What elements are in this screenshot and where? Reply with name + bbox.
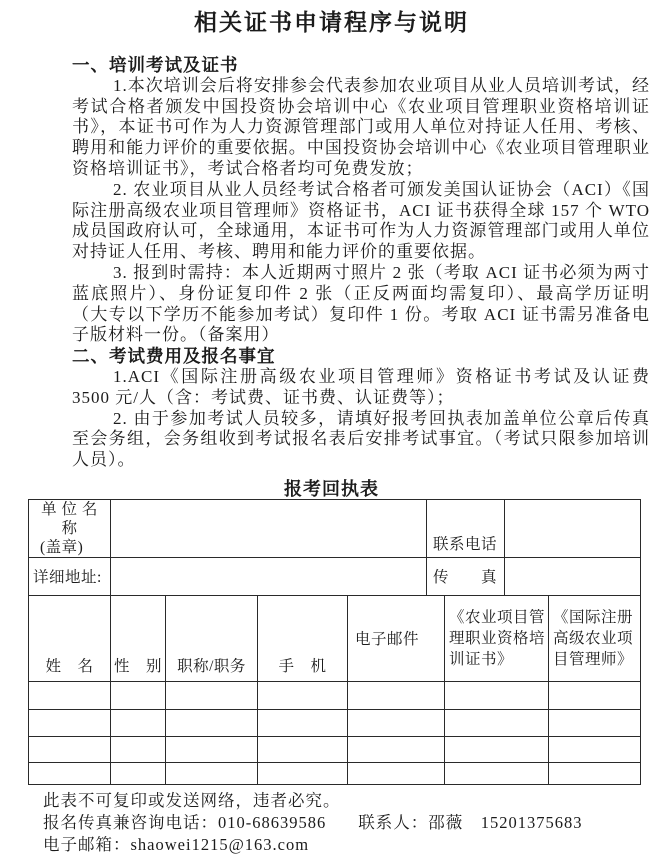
empty-cell [445, 762, 549, 784]
empty-cell [348, 736, 445, 762]
empty-cell [111, 762, 166, 784]
document-body [72, 55, 650, 471]
paragraph-training-2: 2. 农业项目从业人员经考试合格者可颁发美国认证协会（ACI）《国际注册高级农业项目管理师》资格证书，ACI 证书获得全球 157 个 WTO 成员国政府认可，全球通用，本证书可作为人力资源管理部门或用人单位对持证人任用、考核、聘用和能力评价的重要依据。 [72, 179, 650, 262]
contact-phone-value [505, 499, 641, 557]
footer-fax-phone: 报名传真兼咨询电话：010-68639586 [43, 812, 327, 832]
empty-cell [348, 709, 445, 736]
unit-seal-label: (盖章) [40, 538, 84, 556]
empty-cell [111, 736, 166, 762]
page-title: 相关证书申请程序与说明 [194, 10, 469, 35]
paragraph-fee-2: 2. 由于参加考试人员较多，请填好报考回执表加盖单位公章后传真至会务组，会务组收到考试报名表后安排考试事宜。（考试只限参加培训人员）。 [72, 408, 650, 470]
empty-cell [549, 762, 641, 784]
address-value [111, 557, 427, 595]
empty-cell [166, 681, 258, 709]
contact-phone-label: 联系电话 [427, 499, 505, 557]
column-header-intl-cert: 《国际注册高级农业项目管理师》 [549, 595, 641, 681]
column-header-mobile: 手 机 [258, 595, 348, 681]
empty-cell [29, 762, 111, 784]
form-empty-row [29, 681, 641, 709]
empty-cell [258, 762, 348, 784]
column-header-name: 姓 名 [29, 595, 111, 681]
form-row-unit [29, 499, 641, 557]
unit-name-label [29, 499, 111, 557]
footer-note: 此表不可复印或发送网络，违者必究。 [43, 790, 341, 810]
empty-cell [348, 681, 445, 709]
empty-cell [445, 736, 549, 762]
form-empty-row [29, 736, 641, 762]
empty-cell [445, 681, 549, 709]
section-heading-1: 一、培训考试及证书 [72, 55, 239, 75]
empty-cell [166, 762, 258, 784]
document-footer [43, 790, 663, 856]
empty-cell [258, 709, 348, 736]
registration-form-main-table [28, 595, 641, 785]
empty-cell [29, 736, 111, 762]
paragraph-fee-1: 1.ACI《国际注册高级农业项目管理师》资格证书考试及认证费 3500 元/人（含：考试费、证书费、认证费等）； [72, 366, 650, 407]
footer-contact-line [43, 812, 663, 834]
empty-cell [549, 681, 641, 709]
paragraph-training-3: 3. 报到时需持：本人近期两寸照片 2 张（考取 ACI 证书必须为两寸蓝底照片）、身份证复印件 2 张（正反两面均需复印）、最高学历证明（大专以下学历不能参加考试）复印件 1 份。考取 ACI 证书需另准备电子版材料一份。（备案用） [72, 262, 650, 345]
empty-cell [166, 709, 258, 736]
empty-cell [166, 736, 258, 762]
form-row-address [29, 557, 641, 595]
empty-cell [549, 736, 641, 762]
footer-contact-person: 联系人：邵薇 15201375683 [358, 812, 583, 832]
column-header-email: 电子邮件 [348, 595, 445, 681]
form-header-row [29, 595, 641, 681]
empty-cell [348, 762, 445, 784]
registration-form-info-table [28, 499, 641, 596]
fax-label: 传 真 [427, 557, 505, 595]
empty-cell [29, 709, 111, 736]
form-empty-row [29, 762, 641, 784]
form-empty-row [29, 709, 641, 736]
paragraph-training-1: 1.本次培训会后将安排参会代表参加农业项目从业人员培训考试，经考试合格者颁发中国投资协会培训中心《农业项目管理职业资格培训证书》，本证书可作为人力资源管理部门或用人单位对持证人任用、考核、聘用和能力评价的重要依据。中国投资协会培训中心《农业项目管理职业资格培训证书》，考试合格者均可免费发放； [72, 75, 650, 178]
fax-value [505, 557, 641, 595]
section-heading-2: 二、考试费用及报名事宜 [72, 346, 276, 367]
empty-cell [111, 709, 166, 736]
column-header-agri-cert: 《农业项目管理职业资格培训证书》 [445, 595, 549, 681]
empty-cell [258, 736, 348, 762]
empty-cell [258, 681, 348, 709]
unit-name-label-line1: 单 位 名 称 [41, 500, 98, 537]
unit-name-value [111, 499, 427, 557]
column-header-title-position: 职称/职务 [166, 595, 258, 681]
form-table-title: 报考回执表 [284, 478, 379, 499]
empty-cell [445, 709, 549, 736]
footer-email: 电子邮箱：shaowei1215@163.com [43, 834, 310, 854]
address-label: 详细地址: [29, 557, 111, 595]
empty-cell [549, 709, 641, 736]
empty-cell [29, 681, 111, 709]
column-header-gender: 性 别 [111, 595, 166, 681]
empty-cell [111, 681, 166, 709]
